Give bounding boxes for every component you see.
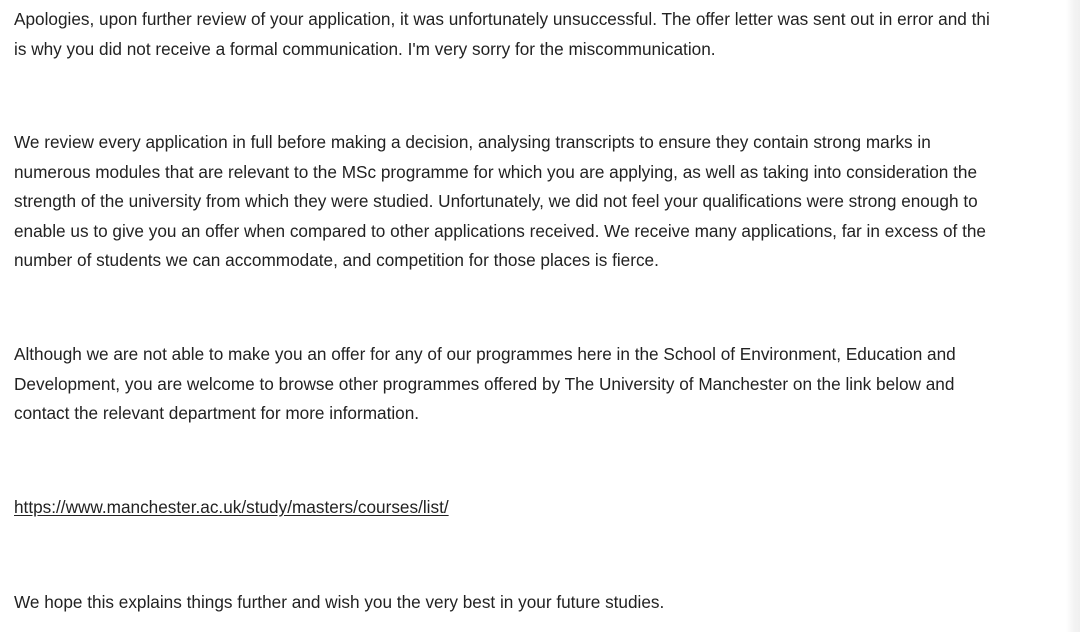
paragraph-line: Although we are not able to make you an offer for any of our programmes here in the School of Environment, Education and xyxy=(14,344,956,364)
paragraph-line: is why you did not receive a formal communication. I'm very sorry for the miscommunication. xyxy=(14,38,716,59)
paragraph-line: Development, you are welcome to browse other programmes offered by The University of Manchester on the link below and xyxy=(14,373,955,394)
paragraph-line: strength of the university from which they were studied. Unfortunately, we did not feel your qualifications were strong enough to xyxy=(14,191,978,212)
paragraph-review-process xyxy=(14,128,986,276)
paragraph-closing xyxy=(14,588,664,618)
paragraph-line: enable us to give you an offer when compared to other applications received. We receive many applications, far in excess of the xyxy=(14,220,986,241)
paragraph-line: Apologies, upon further review of your application, it was unfortunately unsuccessful. The offer letter was sent out in error and thi xyxy=(14,9,990,29)
courses-list-link[interactable]: https://www.manchester.ac.uk/study/masters/courses/list/ xyxy=(14,497,449,517)
paragraph-line: numerous modules that are relevant to the MSc programme for which you are applying, as well as taking into consideration the xyxy=(14,161,978,182)
paragraph-line: number of students we can accommodate, and competition for those places is fierce. xyxy=(14,250,659,271)
paragraph-line: We review every application in full before making a decision, analysing transcripts to ensure they contain strong marks in xyxy=(14,132,931,152)
email-body xyxy=(14,0,1080,632)
paragraph-line: contact the relevant department for more information. xyxy=(14,403,420,424)
paragraph-apology xyxy=(14,5,990,64)
closing-line: We hope this explains things further and wish you the very best in your future studies. xyxy=(14,592,665,612)
right-edge-shade xyxy=(1066,0,1080,632)
paragraph-link xyxy=(14,493,449,523)
paragraph-other-programmes xyxy=(14,340,956,429)
